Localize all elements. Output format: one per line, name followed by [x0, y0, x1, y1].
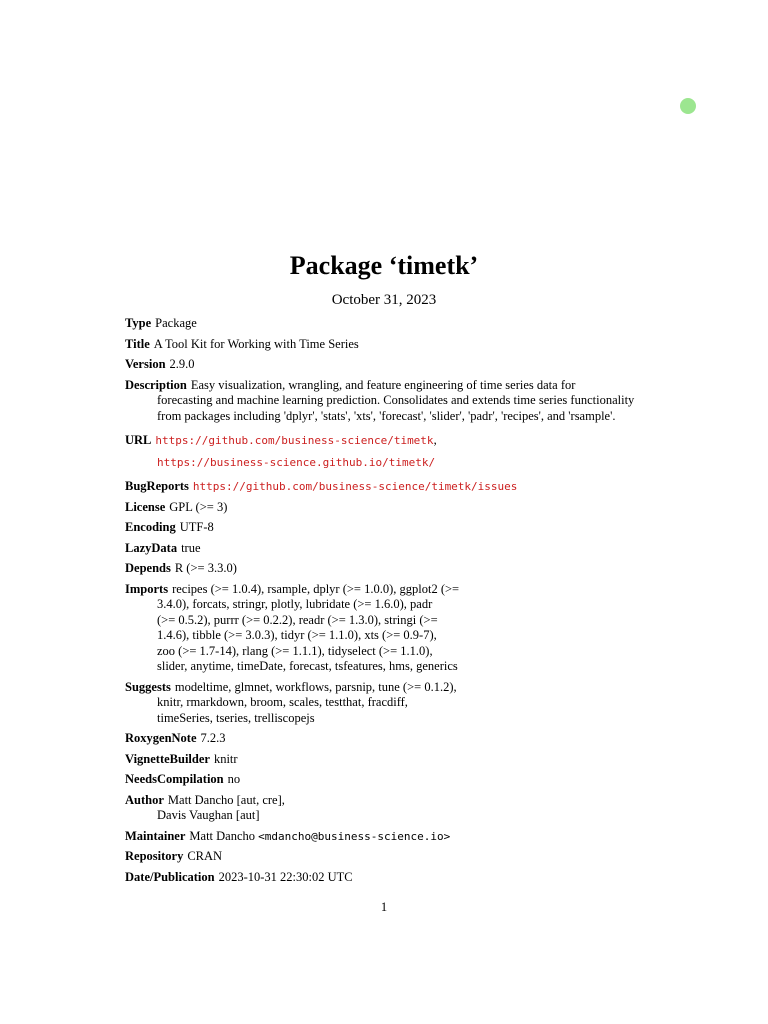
field-value-line: from packages including 'dplyr', 'stats', 'xts', 'forecast', 'slider', 'padr', 'recipes', and 'rsample'.	[157, 408, 616, 423]
field-key: Type	[125, 316, 152, 330]
field-key: Date/Publication	[125, 869, 215, 884]
status-indicator-dot	[680, 98, 696, 114]
field-value: 2023-10-31 22:30:02 UTC	[218, 869, 353, 884]
field-value-line: Matt Dancho [aut, cre],	[167, 792, 285, 807]
field-key: Title	[125, 336, 150, 351]
field-depends	[125, 561, 645, 577]
field-value: UTF-8	[179, 520, 214, 534]
field-key: Version	[125, 357, 166, 371]
field-key: Suggests	[125, 679, 171, 694]
field-imports	[125, 582, 645, 675]
page-title: Package ‘timetk’	[289, 251, 479, 280]
field-key: Imports	[125, 581, 169, 596]
field-value-line: Easy visualization, wrangling, and feature engineering of time series data for	[190, 377, 576, 392]
field-maintainer	[125, 829, 645, 845]
field-encoding	[125, 520, 645, 536]
field-type	[125, 316, 645, 332]
field-key: NeedsCompilation	[125, 772, 224, 786]
field-value: Package	[155, 316, 197, 330]
url-link-github[interactable]: https://github.com/business-science/timetk	[155, 434, 434, 447]
field-datepublication	[125, 870, 645, 886]
field-key: Maintainer	[125, 828, 186, 843]
field-key: Description	[125, 377, 187, 392]
field-value: no	[227, 772, 241, 786]
field-value-line: (>= 0.5.2), purrr (>= 0.2.2), readr (>= 1.3.0), stringi (>=	[157, 612, 438, 627]
field-value-line: recipes (>= 1.0.4), rsample, dplyr (>= 1.0.0), ggplot2 (>=	[172, 581, 460, 596]
field-license	[125, 500, 645, 516]
field-key: RoxygenNote	[125, 731, 197, 745]
package-fields	[125, 316, 645, 890]
field-bugreports	[125, 479, 645, 495]
url-separator: ,	[433, 433, 437, 447]
field-value-line: slider, anytime, timeDate, forecast, tsfeatures, hms, generics	[157, 659, 458, 673]
field-value-line: 3.4.0), forcats, stringr, plotly, lubridate (>= 1.6.0), padr	[157, 597, 433, 611]
field-needscompilation	[125, 772, 645, 788]
field-value: 2.9.0	[169, 357, 195, 371]
field-author	[125, 793, 645, 824]
field-key: Repository	[125, 849, 184, 863]
field-description	[125, 378, 645, 425]
field-value-line: Davis Vaughan [aut]	[157, 808, 260, 822]
field-version	[125, 357, 645, 373]
field-value: knitr	[213, 751, 238, 766]
field-value-line: 1.4.6), tibble (>= 3.0.3), tidyr (>= 1.1.0), xts (>= 0.9-7),	[157, 628, 437, 642]
field-lazydata	[125, 541, 645, 557]
page-number: 1	[380, 900, 388, 914]
field-value-line: modeltime, glmnet, workflows, parsnip, tune (>= 0.1.2),	[174, 679, 457, 694]
field-value: 7.2.3	[200, 731, 226, 745]
bugreports-link[interactable]: https://github.com/business-science/timetk/issues	[192, 480, 518, 493]
field-vignettebuilder	[125, 752, 645, 768]
field-value: GPL (>= 3)	[169, 499, 228, 514]
field-key: LazyData	[125, 540, 178, 555]
field-value: CRAN	[187, 849, 223, 863]
field-key: VignetteBuilder	[125, 751, 210, 766]
field-title	[125, 337, 645, 353]
field-url	[125, 433, 645, 470]
field-value: true	[181, 540, 201, 555]
field-value-line: forecasting and machine learning prediction. Consolidates and extends time series functionality	[157, 393, 635, 407]
field-value-line: zoo (>= 1.7-14), rlang (>= 1.1.1), tidyselect (>= 1.1.0),	[157, 643, 433, 658]
field-key: License	[125, 499, 166, 514]
field-suggests	[125, 680, 645, 727]
field-repository	[125, 849, 645, 865]
field-key: URL	[125, 433, 152, 447]
document-date: October 31, 2023	[331, 292, 437, 308]
field-value-line: knitr, rmarkdown, broom, scales, testthat, fracdiff,	[157, 695, 408, 709]
field-key: BugReports	[125, 479, 189, 493]
maintainer-email: <mdancho@business-science.io>	[258, 829, 451, 843]
url-link-website[interactable]: https://business-science.github.io/timetk/	[157, 455, 436, 469]
field-key: Depends	[125, 561, 171, 575]
field-value: Matt Dancho	[189, 828, 256, 843]
field-value: R (>= 3.3.0)	[174, 561, 237, 575]
field-roxygennote	[125, 731, 645, 747]
field-key: Encoding	[125, 520, 176, 534]
field-value: A Tool Kit for Working with Time Series	[153, 336, 359, 351]
field-key: Author	[125, 792, 164, 807]
field-value-line: timeSeries, tseries, trelliscopejs	[157, 710, 315, 725]
